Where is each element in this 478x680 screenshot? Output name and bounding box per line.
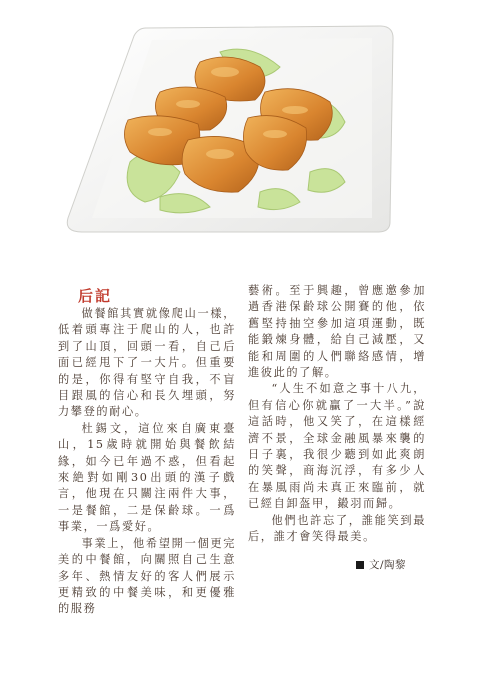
article-left-column bbox=[58, 286, 236, 618]
paragraph-5: 他們也許忘了，誰能笑到最后，誰才會笑得最美。 bbox=[248, 513, 426, 544]
author-credit bbox=[356, 557, 406, 572]
paragraph-3: 事業上，他希望開一個更完美的中餐館，向關照自己生意多年、熱情友好的客人們展示更精致的中餐美味，和更優雅的服務 bbox=[58, 536, 236, 616]
article-title: 后記 bbox=[78, 287, 113, 305]
paragraph-2: 杜錫文，這位來自廣東臺山，15歲時就開始與餐飲結緣，如今已年過不惑，但看起來絶對如剛30出頭的漢子戲言，他現在只關注兩件大事，一是餐館，二是保齡球。一爲事業，一爲愛好。 bbox=[58, 421, 236, 534]
food-photo bbox=[60, 22, 404, 234]
paragraph-4: “人生不如意之事十八九，但有信心你就贏了一大半。”說這話時，他又笑了，在這樣經濟不景，全球金融風暴來襲的日子裏，我很少聽到如此爽朗的笑聲，商海沉浮，有多少人在暴風雨尚未真正來臨前，就已經自卸盔甲，鎩羽而歸。 bbox=[248, 382, 426, 511]
paragraph-1: 做餐館其實就像爬山一樣，低着頭專注于爬山的人，也許到了山頂，回頭一看，自己后面已經甩下了一大片。但重要的是，你得有堅守自我，不盲目跟風的信心和長久埋頭，努力攀登的耐心。 bbox=[58, 307, 236, 419]
square-bullet-icon bbox=[356, 561, 364, 569]
author-credit-text: 文/陶黎 bbox=[369, 559, 407, 571]
paragraph-3-continued: 藝術。至于興趣，曾應邀參加過香港保齡球公開賽的他，依舊堅持抽空參加這項運動，既能鍛煉身體，給自己減壓，又能和周圍的人們聯絡感情，增進彼此的了解。 bbox=[248, 284, 426, 380]
article-right-column bbox=[248, 283, 426, 546]
